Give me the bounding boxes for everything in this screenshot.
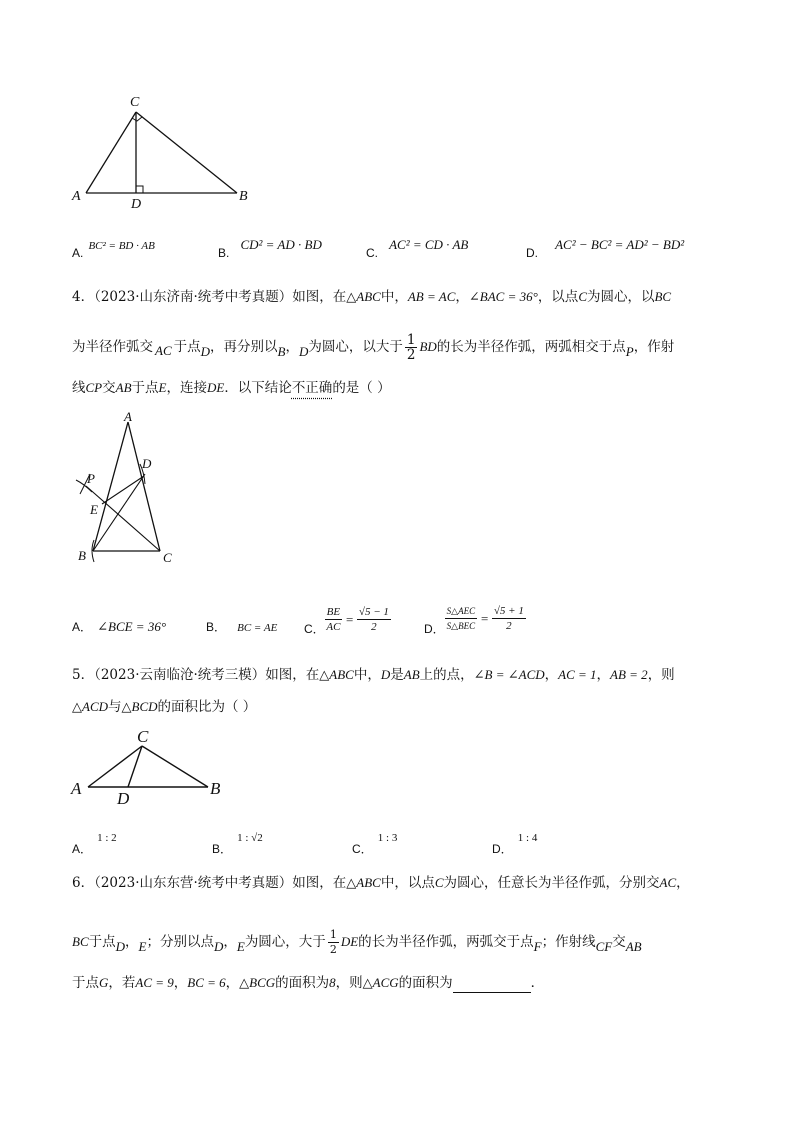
equals: = bbox=[480, 610, 489, 626]
frac-num: S△AEC bbox=[445, 604, 477, 619]
q5-text: ， bbox=[596, 667, 611, 683]
q3-label-D: D bbox=[131, 197, 142, 212]
q3-option-a[interactable] bbox=[72, 242, 155, 261]
q6-triangle: △BCG bbox=[239, 975, 276, 990]
q3-option-c-expr: AC² = CD · AB bbox=[389, 237, 469, 252]
equals: = bbox=[345, 611, 354, 627]
q4-point: E bbox=[158, 380, 167, 395]
q4-text: 于点 bbox=[173, 339, 201, 355]
q4-label-A: A bbox=[124, 410, 132, 424]
q4-option-b-letter: B． bbox=[206, 620, 227, 634]
q5-condition: AB = 2 bbox=[610, 667, 648, 682]
q4-text: 交 bbox=[102, 380, 116, 396]
q4-text: ，再分别以 bbox=[210, 339, 278, 355]
q6-line-2 bbox=[72, 928, 642, 957]
q5-figure bbox=[66, 724, 236, 808]
q6-point: D bbox=[213, 939, 224, 954]
q4-text: ．以下结论 bbox=[224, 380, 292, 396]
frac-den: AC bbox=[326, 621, 341, 633]
q6-number: 6． bbox=[72, 875, 95, 891]
q5-option-b-letter: B． bbox=[212, 842, 233, 856]
frac-num: √5 − 1 bbox=[358, 606, 389, 618]
q6-text: ， bbox=[223, 934, 237, 950]
frac-num: 1 bbox=[329, 928, 337, 941]
q5-option-d-letter: D． bbox=[492, 842, 513, 856]
q5-triangle: △BCD bbox=[121, 699, 158, 714]
q6-text: 的长为半径作弧，两弧交于点 bbox=[358, 934, 534, 950]
q5-condition: ∠B = ∠ACD bbox=[473, 667, 545, 682]
q4-label-B: B bbox=[78, 548, 86, 563]
q6-text: 于点 bbox=[72, 975, 99, 991]
q4-text: ， bbox=[455, 289, 469, 305]
q4-option-c-lhs bbox=[325, 605, 342, 634]
frac-den: 2 bbox=[329, 943, 337, 956]
q4-line-1 bbox=[72, 287, 671, 307]
q4-text: 的是（ ） bbox=[332, 380, 391, 396]
q6-area-value: 8 bbox=[329, 975, 336, 990]
q3-option-b[interactable] bbox=[218, 237, 322, 261]
q5-text: 上的点， bbox=[419, 667, 474, 683]
q4-text: 线 bbox=[72, 380, 86, 396]
q5-option-c-expr: 1 : 3 bbox=[377, 832, 398, 844]
q6-line-3 bbox=[72, 973, 544, 993]
q3-option-b-letter: B. bbox=[218, 246, 230, 260]
q4-line-2 bbox=[72, 333, 674, 362]
q4-option-c[interactable] bbox=[304, 602, 391, 637]
q3-option-a-expr: BC² = BD · AB bbox=[88, 240, 155, 252]
q6-point: C bbox=[434, 875, 444, 890]
q6-text: 如图，在 bbox=[292, 875, 347, 891]
q3-option-c[interactable] bbox=[366, 237, 469, 261]
q3-option-d-expr: AC² − BC² = AD² − BD² bbox=[555, 237, 685, 252]
q4-number: 4． bbox=[72, 289, 95, 305]
q6-point: F bbox=[533, 939, 542, 954]
frac-den: 2 bbox=[406, 347, 416, 363]
q6-answer-blank[interactable] bbox=[453, 978, 531, 993]
q4-option-a[interactable] bbox=[72, 616, 166, 635]
q4-option-c-rhs bbox=[357, 605, 391, 634]
q6-text: ， bbox=[173, 975, 188, 991]
q3-option-a-letter: A. bbox=[72, 246, 84, 260]
q5-option-b[interactable] bbox=[212, 826, 263, 856]
q4-text: ，连接 bbox=[166, 380, 207, 396]
q4-option-d-rhs bbox=[492, 604, 526, 633]
q4-text: ， bbox=[285, 339, 299, 355]
q3-option-c-letter: C. bbox=[366, 246, 378, 260]
q6-source: （2023·山东东营·统考中考真题） bbox=[94, 875, 293, 891]
q6-segment: AC bbox=[659, 875, 677, 890]
q5-option-d[interactable] bbox=[492, 826, 538, 856]
q6-text: ， bbox=[225, 975, 240, 991]
q4-segment: DE bbox=[206, 380, 225, 395]
q4-condition: AB = AC bbox=[407, 289, 456, 304]
q5-option-a[interactable] bbox=[72, 826, 117, 856]
q6-triangle: △ABC bbox=[346, 875, 381, 890]
q5-triangle: △ABC bbox=[319, 667, 354, 682]
q5-label-D: D bbox=[117, 789, 130, 808]
frac-den: 2 bbox=[371, 621, 377, 633]
q4-emphasis: 不正确 bbox=[291, 380, 333, 396]
q3-option-d-letter: D. bbox=[526, 246, 538, 260]
q6-point: G bbox=[99, 975, 109, 990]
q5-segment: AB bbox=[403, 667, 420, 682]
q5-text: ，则 bbox=[647, 667, 675, 683]
q3-figure bbox=[60, 90, 270, 215]
q6-text: 于点 bbox=[88, 934, 116, 950]
q5-text: 的面积比为（ ） bbox=[157, 699, 257, 715]
q6-ray: CF bbox=[595, 939, 613, 954]
q5-line-1 bbox=[72, 665, 675, 685]
frac-num: √5 + 1 bbox=[493, 605, 524, 617]
q4-option-b-expr: BC = AE bbox=[237, 622, 278, 634]
q3-label-B: B bbox=[239, 189, 248, 204]
q6-point: D bbox=[115, 939, 126, 954]
q4-ray: CP bbox=[85, 380, 103, 395]
frac-den: 2 bbox=[506, 620, 512, 632]
q4-option-d-lhs bbox=[445, 604, 477, 633]
q6-text: ， bbox=[676, 875, 690, 891]
q4-option-d[interactable] bbox=[424, 600, 526, 637]
q4-option-b[interactable] bbox=[206, 616, 277, 635]
q6-text: ． bbox=[530, 975, 545, 991]
q4-point: D bbox=[200, 344, 211, 359]
q6-condition: AC = 9 bbox=[135, 975, 174, 990]
q4-text: 的长为半径作弧，两弧相交于点 bbox=[436, 339, 626, 355]
q6-point: E bbox=[236, 939, 245, 954]
q4-text: 于点 bbox=[131, 380, 159, 396]
q5-label-B: B bbox=[210, 779, 221, 798]
q5-source: （2023·云南临沧·统考三模） bbox=[94, 667, 266, 683]
q4-text: ，作射 bbox=[633, 339, 675, 355]
q4-point: B bbox=[277, 344, 286, 359]
q4-text: 为圆心，以 bbox=[586, 289, 655, 305]
q4-point: D bbox=[298, 344, 309, 359]
q5-option-a-expr: 1 : 2 bbox=[97, 832, 117, 844]
q4-option-a-expr: ∠BCE = 36° bbox=[97, 619, 167, 634]
frac-den: S△BEC bbox=[446, 621, 476, 631]
q6-text: 为圆心，大于 bbox=[244, 934, 326, 950]
q4-text: 为半径作弧交 bbox=[72, 339, 153, 355]
q6-text: 的面积为 bbox=[398, 975, 453, 991]
q3-label-A: A bbox=[72, 189, 81, 204]
q4-segment: BC bbox=[654, 289, 672, 304]
frac-num: 1 bbox=[406, 332, 416, 348]
q4-option-d-letter: D． bbox=[424, 622, 445, 636]
q5-label-C: C bbox=[137, 727, 149, 746]
q4-triangle: △ABC bbox=[346, 289, 381, 304]
q4-label-D: D bbox=[142, 456, 152, 471]
q3-option-d[interactable] bbox=[526, 237, 685, 261]
q6-line-1 bbox=[72, 873, 690, 893]
q3-label-C: C bbox=[130, 95, 140, 110]
q3-option-b-expr: CD² = AD · BD bbox=[240, 237, 322, 252]
q4-source: （2023·山东济南·统考中考真题） bbox=[94, 289, 293, 305]
q6-text: ；作射线 bbox=[541, 934, 596, 950]
q6-text: ；分别以点 bbox=[146, 934, 214, 950]
q4-label-P: P bbox=[87, 471, 95, 486]
q5-text: 是 bbox=[390, 667, 404, 683]
q5-text: 如图，在 bbox=[265, 667, 320, 683]
q4-option-c-letter: C． bbox=[304, 622, 325, 636]
q6-segment: BC bbox=[72, 934, 89, 949]
q6-text: ，则 bbox=[335, 975, 363, 991]
q6-text: 交 bbox=[612, 934, 626, 950]
q4-condition: ∠BAC = 36° bbox=[468, 289, 538, 304]
q4-half bbox=[405, 333, 418, 362]
q4-point: C bbox=[578, 289, 587, 304]
q5-text: ， bbox=[544, 667, 559, 683]
q6-condition: BC = 6 bbox=[187, 975, 226, 990]
q6-half bbox=[328, 928, 339, 957]
frac-num: BE bbox=[326, 606, 341, 618]
q4-label-E: E bbox=[90, 502, 98, 517]
q6-triangle: △ACG bbox=[362, 975, 399, 990]
q6-text: ，若 bbox=[108, 975, 136, 991]
q5-line-2 bbox=[72, 697, 256, 717]
q5-condition: AC = 1 bbox=[558, 667, 597, 682]
q5-option-b-expr: 1 : √2 bbox=[237, 832, 263, 844]
q6-segment: DE bbox=[340, 934, 359, 949]
q6-text: ， bbox=[125, 934, 139, 950]
q6-text: 中，以点 bbox=[380, 875, 435, 891]
q4-line-3 bbox=[72, 378, 391, 398]
q4-text: 中， bbox=[380, 289, 408, 305]
q4-option-a-letter: A． bbox=[72, 620, 93, 634]
q6-segment: AB bbox=[625, 939, 642, 954]
q6-point: E bbox=[138, 939, 147, 954]
q5-point: D bbox=[380, 667, 391, 682]
q4-text: 为圆心，以大于 bbox=[308, 339, 403, 355]
q5-triangle: △ACD bbox=[72, 699, 108, 714]
q5-number: 5． bbox=[72, 667, 95, 683]
q5-option-d-expr: 1 : 4 bbox=[517, 832, 538, 844]
q6-text: 的面积为 bbox=[275, 975, 330, 991]
q4-text: 如图，在 bbox=[292, 289, 347, 305]
q5-option-c[interactable] bbox=[352, 826, 398, 856]
q6-text: 为圆心，任意长为半径作弧，分别交 bbox=[443, 875, 660, 891]
q5-option-c-letter: C． bbox=[352, 842, 373, 856]
q5-option-a-letter: A． bbox=[72, 842, 93, 856]
q4-segment: AB bbox=[115, 380, 132, 395]
q4-label-C: C bbox=[163, 550, 172, 565]
q4-segment: AC bbox=[155, 343, 172, 358]
q5-label-A: A bbox=[71, 779, 82, 798]
q4-figure bbox=[70, 410, 190, 570]
q4-text: ，以点 bbox=[537, 289, 579, 305]
q4-point: P bbox=[625, 344, 634, 359]
q5-text: 与 bbox=[108, 699, 122, 715]
q4-segment: BD bbox=[419, 339, 437, 354]
q5-text: 中， bbox=[353, 667, 381, 683]
